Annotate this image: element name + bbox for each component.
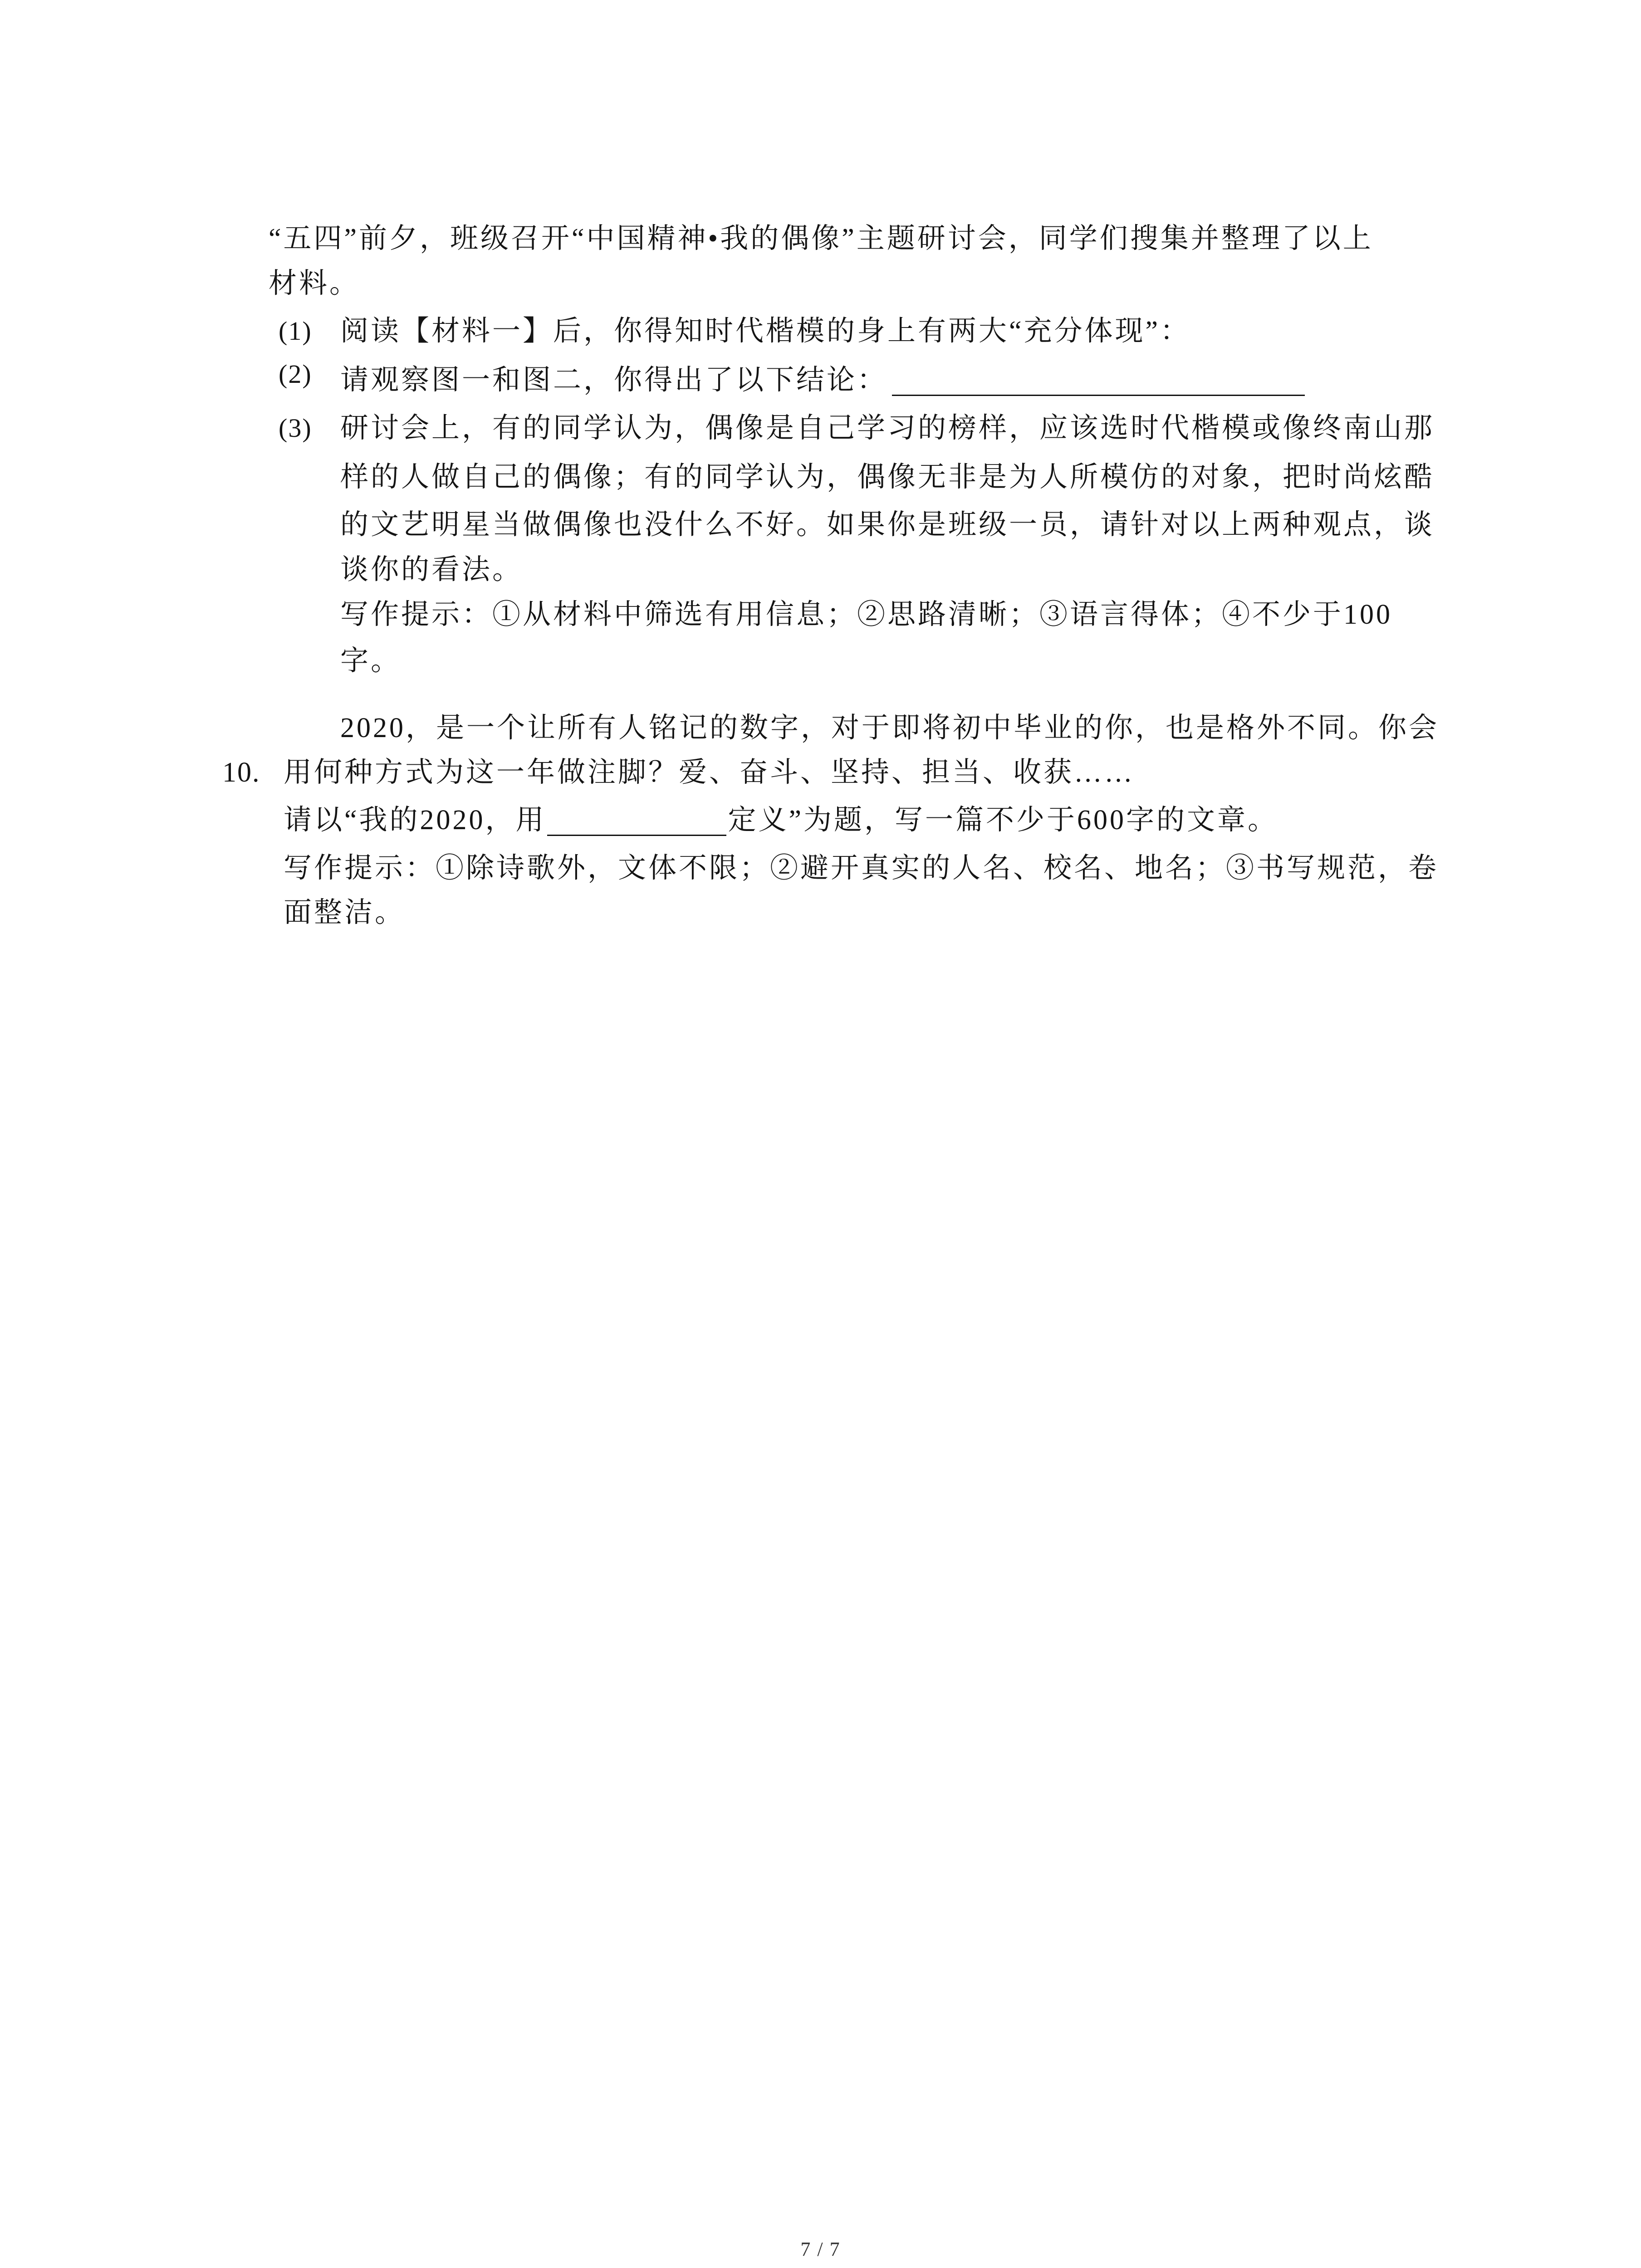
q9-intro-line-1: “五四”前夕，班级召开“中国精神•我的偶像”主题研讨会，同学们搜集并整理了以上 — [269, 223, 1373, 254]
q9-sub3-line-1: 研讨会上，有的同学认为，偶像是自己学习的榜样，应该选时代楷模或像终南山那 — [340, 413, 1435, 444]
q10-writing-tip-line-2: 面整洁。 — [284, 897, 406, 928]
q10-title-after: 定义”为题，写一篇不少于600字的文章。 — [728, 805, 1279, 836]
q9-sub3-number: (3) — [279, 413, 312, 443]
q9-sub2-number: (2) — [279, 359, 312, 389]
q9-sub1-text: 阅读【材料一】后，你得知时代楷模的身上有两大“充分体现”： — [340, 316, 1191, 347]
q9-sub3-line-3: 的文艺明星当做偶像也没什么不好。如果你是班级一员，请针对以上两种观点，谈 — [340, 509, 1435, 540]
q10-prompt-line-1: 2020，是一个让所有人铭记的数字，对于即将初中毕业的你，也是格外不同。你会 — [340, 713, 1440, 743]
q9-sub2-line — [340, 364, 1479, 396]
q9-sub3-line-2: 样的人做自己的偶像；有的同学认为，偶像无非是为人所模仿的对象，把时尚炫酷 — [340, 462, 1435, 493]
q9-sub2-text: 请观察图一和图二，你得出了以下结论： — [340, 365, 888, 396]
q10-title-before: 请以“我的2020，用 — [284, 805, 546, 836]
answer-blank — [892, 368, 1305, 396]
page-indicator: 7 / 7 — [800, 2238, 841, 2260]
q9-intro-line-2: 材料。 — [269, 268, 360, 299]
q9-sub3-line-4: 谈你的看法。 — [340, 554, 523, 585]
q9-writing-tip-line-1: 写作提示：①从材料中筛选有用信息；②思路清晰；③语言得体；④不少于100 — [340, 599, 1393, 630]
q9-writing-tip-line-2: 字。 — [340, 645, 402, 676]
q10-writing-tip-line-1: 写作提示：①除诗歌外，文体不限；②避开真实的人名、校名、地名；③书写规范，卷 — [284, 853, 1439, 884]
q9-sub1-number: (1) — [279, 316, 312, 346]
q10-number: 10. — [222, 757, 260, 788]
answer-blank — [547, 808, 726, 836]
q10-title-prompt — [284, 804, 1479, 836]
q10-prompt-line-2: 用何种方式为这一年做注脚？爱、奋斗、坚持、担当、收获…… — [284, 757, 1135, 788]
